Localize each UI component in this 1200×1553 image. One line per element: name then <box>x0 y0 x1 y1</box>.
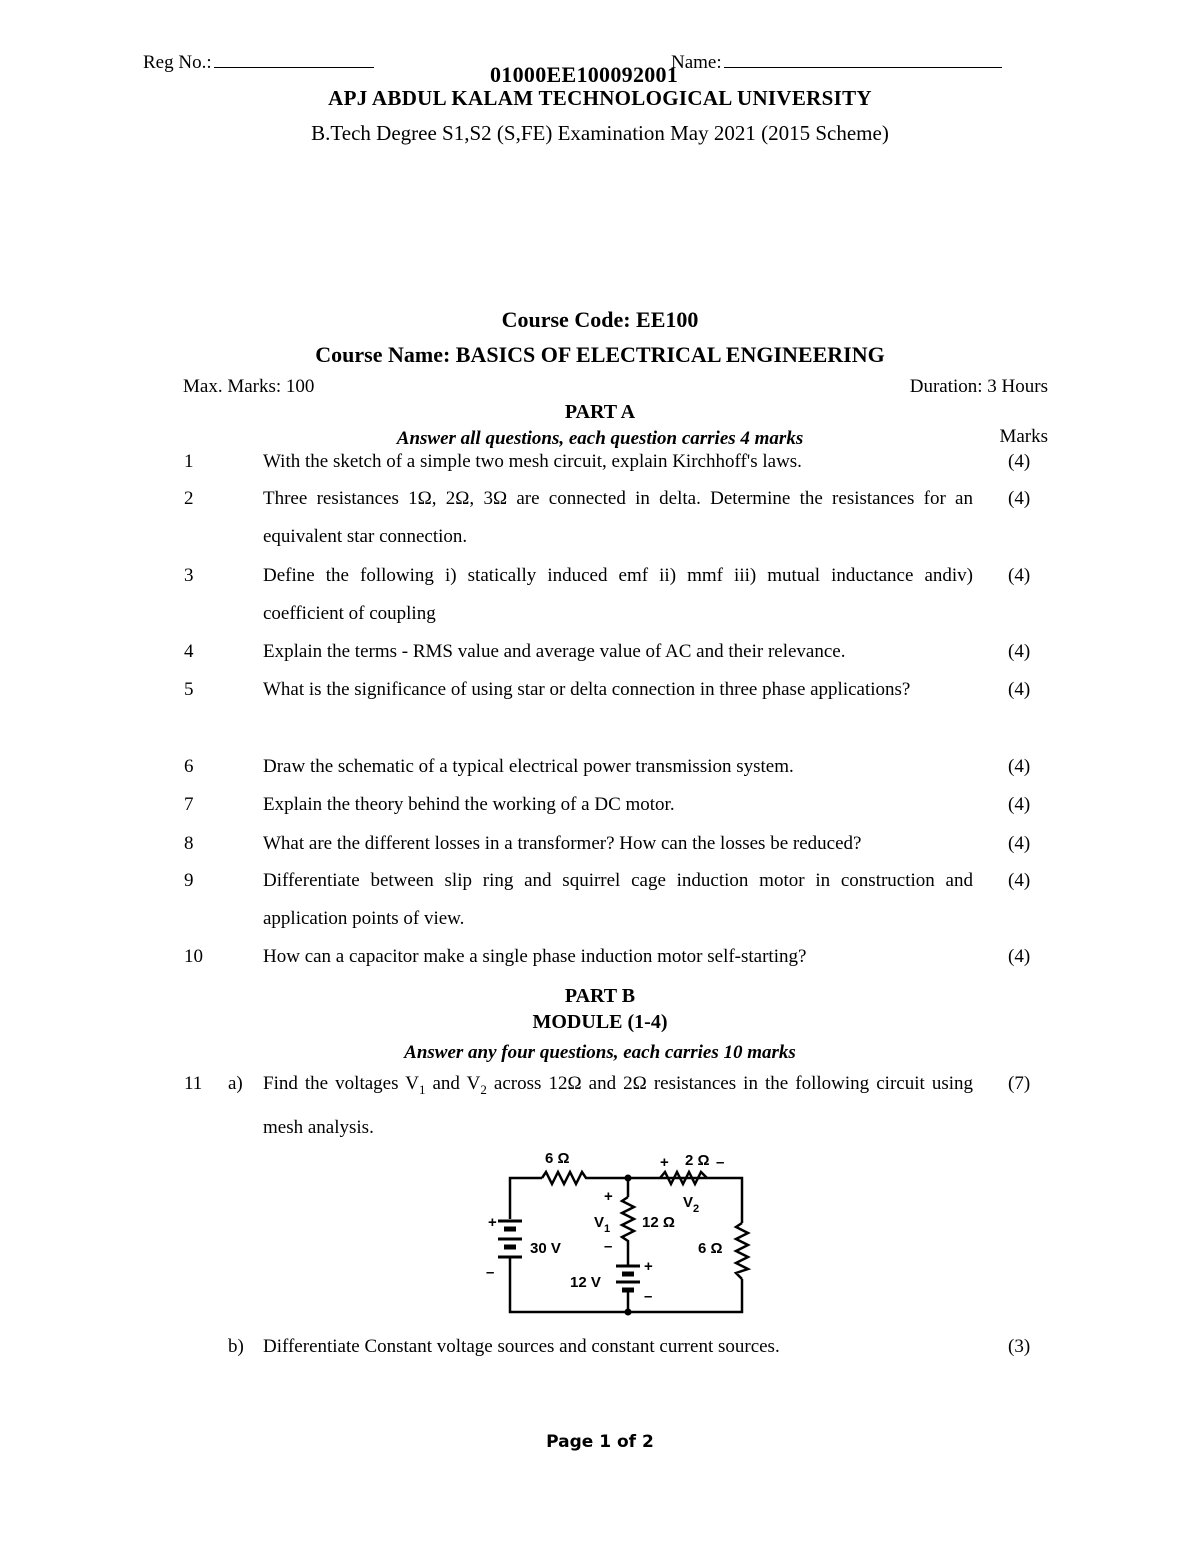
question-text: Three resistances 1Ω, 2Ω, 3Ω are connected in delta. Determine the resistances for an equivalent star connection. <box>263 488 973 547</box>
question-number: 10 <box>184 946 203 967</box>
label-12v: 12 V <box>570 1274 601 1291</box>
junction-node <box>625 1309 632 1316</box>
question-marks: (4) <box>1008 451 1031 472</box>
question-marks: (4) <box>1008 679 1031 700</box>
label-30v: 30 V <box>530 1240 561 1257</box>
question-number: 1 <box>184 451 194 472</box>
part-a-title: PART A <box>564 401 636 423</box>
question-marks: (4) <box>1008 833 1031 854</box>
wire <box>510 1178 542 1219</box>
question-number: 3 <box>184 565 194 586</box>
reg-no-field <box>143 52 374 74</box>
question-number: 11 <box>184 1073 203 1094</box>
resistor-6-ohm-right <box>736 1223 748 1279</box>
minus-sign: – <box>604 1238 613 1255</box>
v1-label: $V_1$ <box>594 1214 611 1235</box>
question-marks: (4) <box>1008 756 1031 777</box>
question-marks: (4) <box>1008 488 1031 509</box>
question-number: 4 <box>184 641 194 662</box>
question-number: 7 <box>184 794 194 815</box>
name-field <box>671 52 1002 74</box>
paper-code: 01000EE100092001 <box>490 62 679 87</box>
question-text: Differentiate between slip ring and squirrel cage induction motor in construction and application points of view. <box>263 870 973 929</box>
question-text: What are the different losses in a transformer? How can the losses be reduced? <box>263 833 862 854</box>
label-2-ohm: 2 Ω <box>685 1152 710 1169</box>
exam-title: B.Tech Degree S1,S2 (S,FE) Examination May 2021 (2015 Scheme) <box>311 121 889 145</box>
minus-sign: – <box>716 1154 725 1171</box>
question-text: Define the following i) statically induced emf ii) mmf iii) mutual inductance andiv) coefficient of coupling <box>263 565 973 624</box>
part-b-title: PART B <box>564 985 636 1007</box>
label-6-ohm-top: 6 Ω <box>545 1150 570 1167</box>
part-b-instruction: Answer any four questions, each carries 10 marks <box>404 1042 796 1063</box>
question-text: Explain the terms - RMS value and average value of AC and their relevance. <box>263 641 846 662</box>
marks-header: Marks <box>999 426 1048 447</box>
junction-node <box>625 1175 632 1182</box>
minus-sign: – <box>644 1288 653 1305</box>
question-number: 2 <box>184 488 194 509</box>
question-marks: (7) <box>1008 1073 1031 1094</box>
course-name: Course Name: BASICS OF ELECTRICAL ENGINEERING <box>315 342 885 367</box>
plus-sign: + <box>660 1154 669 1171</box>
resistor-6-ohm-top <box>542 1172 590 1184</box>
question-marks: (4) <box>1008 870 1031 891</box>
university-name: APJ ABDUL KALAM TECHNOLOGICAL UNIVERSITY <box>328 86 872 110</box>
resistor-12-ohm <box>622 1197 634 1265</box>
question-text: What is the significance of using star or delta connection in three phase applications? <box>263 679 911 700</box>
label-12-ohm: 12 Ω <box>642 1214 675 1231</box>
part-a-instruction: Answer all questions, each question carries 4 marks <box>396 428 804 449</box>
subquestion-label: b) <box>228 1336 244 1357</box>
minus-sign: – <box>486 1264 495 1281</box>
v2-label: $V_2$ <box>683 1194 700 1215</box>
plus-sign: + <box>644 1258 653 1275</box>
subquestion-label: a) <box>228 1073 243 1094</box>
question-marks: (4) <box>1008 641 1031 662</box>
question-marks: (4) <box>1008 565 1031 586</box>
reg-no-label: Reg No.: <box>143 52 212 73</box>
label-6-ohm-right: 6 Ω <box>698 1240 723 1257</box>
question-number: 6 <box>184 756 194 777</box>
question-text: Explain the theory behind the working of a DC motor. <box>263 794 675 815</box>
question-text: With the sketch of a simple two mesh circuit, explain Kirchhoff's laws. <box>263 451 802 472</box>
question-text: Differentiate Constant voltage sources and constant current sources. <box>263 1336 780 1357</box>
module-title: MODULE (1-4) <box>532 1011 668 1033</box>
course-code: Course Code: EE100 <box>501 307 699 332</box>
name-blank <box>724 53 1002 68</box>
plus-sign: + <box>488 1214 497 1231</box>
question-number: 9 <box>184 870 194 891</box>
question-text: How can a capacitor make a single phase induction motor self-starting? <box>263 946 807 967</box>
question-marks: (3) <box>1008 1336 1031 1357</box>
duration: Duration: 3 Hours <box>909 376 1048 397</box>
question-text: Find the voltages $V_1$ and $V_2$ across 12Ω and 2Ω resistances in the following circuit using mesh analysis. <box>263 1073 973 1138</box>
max-marks: Max. Marks: 100 <box>183 376 315 397</box>
mesh-circuit-diagram <box>480 1145 770 1325</box>
plus-sign: + <box>604 1188 613 1205</box>
page-number: Page 1 of 2 <box>546 1432 654 1452</box>
question-marks: (4) <box>1008 946 1031 967</box>
question-text: Draw the schematic of a typical electrical power transmission system. <box>263 756 794 777</box>
name-label: Name: <box>671 52 722 73</box>
question-number: 8 <box>184 833 194 854</box>
question-number: 5 <box>184 679 194 700</box>
question-marks: (4) <box>1008 794 1031 815</box>
reg-no-blank <box>214 53 374 68</box>
